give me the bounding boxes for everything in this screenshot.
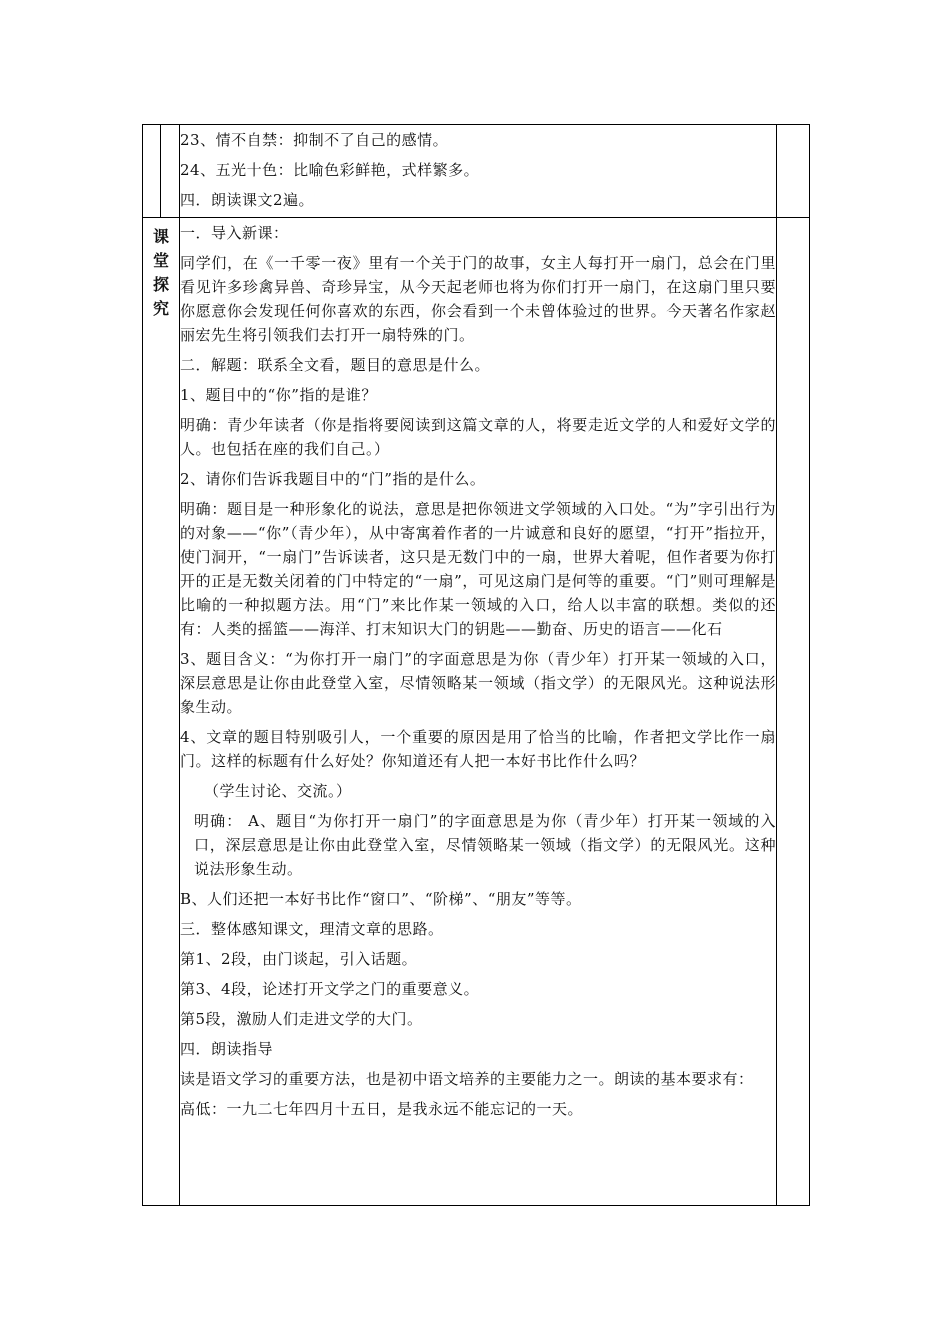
content-cell-top	[180, 125, 777, 218]
answer-4a: 明确： A、题目“为你打开一扇门”的字面意思是为你（青少年）打开某一领域的入口，深层意思是让你由此登堂入室，尽情领略某一领域（指文学）的无限风光。这种说法形象生动。	[194, 812, 776, 878]
question-4: 4、文章的题目特别吸引人，一个重要的原因是用了恰当的比喻，作者把文学比作一扇门。这样的标题有什么好处？你知道还有人把一本好书比作什么吗？	[180, 728, 776, 770]
notes-cell-main	[777, 218, 810, 1206]
heading-title-analysis: 二．解题：联系全文看，题目的意思是什么。	[180, 356, 491, 374]
point-3: 3、题目含义：“为你打开一扇门”的字面意思是为你（青少年）打开某一领域的入口，深层意思是让你由此登堂入室，尽情领略某一领域（指文学）的无限风光。这种说法形象生动。	[180, 650, 776, 716]
answer-1: 明确：青少年读者（你是指将要阅读到这篇文章的人，将要走近文学的人和爱好文学的人。也包括在座的我们自己。）	[180, 416, 776, 458]
paragraph-intro: 同学们，在《一千零一夜》里有一个关于门的故事，女主人每打开一扇门，总会在门里看见许多珍禽异兽、奇珍异宝，从今天起老师也将为你们打开一扇门，在这扇门里只要你愿意你会发现任何你喜欢的东西，你会看到一个未曾体验过的世界。今天著名作家赵丽宏先生将引领我们去打开一扇特殊的门。	[180, 254, 776, 344]
structure-1: 第1、2段，由门谈起，引入话题。	[180, 950, 418, 968]
question-2: 2、请你们告诉我题目中的“门”指的是什么。	[180, 470, 486, 488]
structure-3: 第5段，激励人们走进文学的大门。	[180, 1010, 423, 1028]
reading-example: 高低：一九二七年四月十五日，是我永远不能忘记的一天。	[180, 1100, 584, 1118]
section-label-char: 究	[152, 299, 169, 318]
answer-2: 明确：题目是一种形象化的说法，意思是把你领进文学领域的入口处。“为”字引出行为的对象——“你”（青少年），从中寄寓着作者的一片诚意和良好的愿望，“打开”指拉开，使门洞开，“一扇门”告诉读者，这只是无数门中的一扇，世界大着呢，但作者要为你打开的正是无数关闭着的门中特定的“一扇”，可见这扇门是何等的重要。“门”则可理解是比喻的一种拟题方法。用“门”来比作某一领域的入口，给人以丰富的联想。类似的还有：人类的摇篮——海洋、打末知识大门的钥匙——勤奋、历史的语言——化石	[180, 500, 776, 638]
heading-overall: 三．整体感知课文，理清文章的思路。	[180, 920, 444, 938]
structure-2: 第3、4段，论述打开文学之门的重要意义。	[180, 980, 480, 998]
section-label-cell	[143, 218, 180, 1206]
vocab-item-23: 23、情不自禁：抑制不了自己的感情。	[180, 131, 449, 149]
section-label-char: 堂	[152, 251, 169, 270]
notes-cell-top	[777, 125, 810, 218]
lesson-plan-table	[142, 124, 810, 1206]
reading-task: 四．朗读课文2遍。	[180, 191, 315, 209]
discussion-note: （学生讨论、交流。）	[204, 782, 352, 800]
side-cell-blank	[143, 125, 180, 218]
heading-intro: 一．导入新课：	[180, 224, 289, 242]
section-label	[143, 218, 179, 321]
question-1: 1、题目中的“你”指的是谁？	[180, 386, 377, 404]
table-row-classroom-inquiry	[143, 218, 810, 1206]
section-label-char: 课	[152, 227, 169, 246]
content-cell-main	[180, 218, 777, 1206]
section-label-char: 探	[152, 275, 169, 294]
heading-reading-guide: 四．朗读指导	[180, 1040, 274, 1058]
vocab-item-24: 24、五光十色：比喻色彩鲜艳，式样繁多。	[180, 161, 480, 179]
table-row-continuation	[143, 125, 810, 218]
answer-4b: B、人们还把一本好书比作“窗口”、“阶梯”、“朋友”等等。	[180, 890, 582, 908]
reading-requirements: 读是语文学习的重要方法，也是初中语文培养的主要能力之一。朗读的基本要求有：	[180, 1070, 754, 1088]
